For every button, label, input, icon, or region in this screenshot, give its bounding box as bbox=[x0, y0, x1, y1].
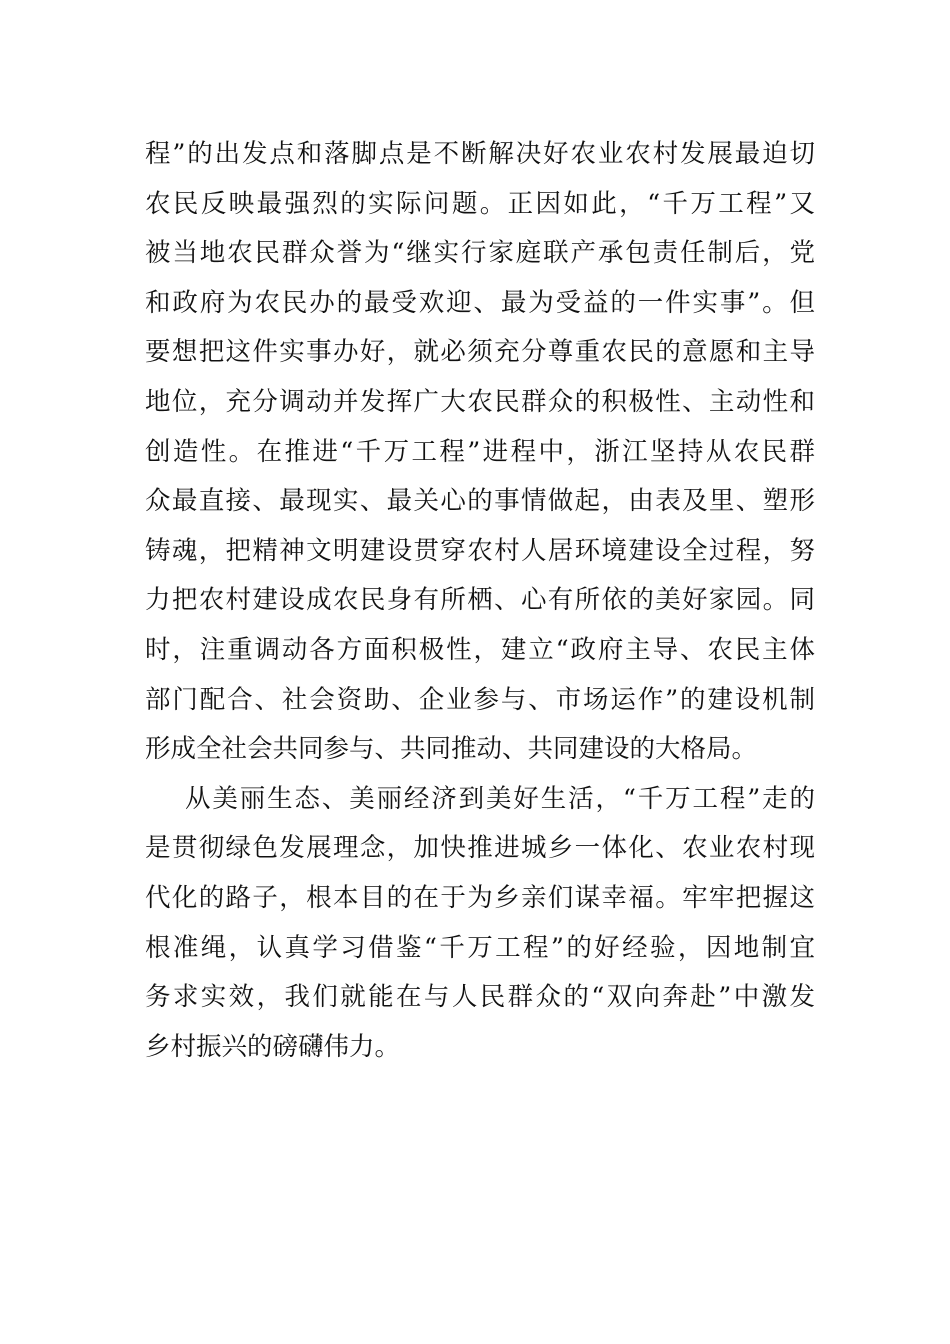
text-line: 根准绳，认真学习借鉴“千万工程”的好经验，因地制宜 bbox=[145, 932, 815, 963]
text-line: 力把农村建设成农民身有所栖、心有所依的美好家园。同 bbox=[145, 585, 815, 616]
text-line: 要想把这件实事办好，就必须充分尊重农民的意愿和主导 bbox=[145, 337, 815, 368]
text-line: 形成全社会共同参与、共同推动、共同建设的大格局。 bbox=[145, 734, 758, 765]
text-line: 部门配合、社会资助、企业参与、市场运作”的建设机制 bbox=[145, 684, 815, 715]
text-line: 乡村振兴的磅礴伟力。 bbox=[145, 1031, 401, 1062]
text-line: 代化的路子，根本目的在于为乡亲们谋幸福。牢牢把握这 bbox=[145, 882, 815, 913]
text-line: 创造性。在推进“千万工程”进程中，浙江坚持从农民群 bbox=[145, 436, 815, 467]
text-line: 农民反映最强烈的实际问题。正因如此，“千万工程”又 bbox=[145, 188, 815, 219]
text-line: 程”的出发点和落脚点是不断解决好农业农村发展最迫切 bbox=[145, 139, 815, 169]
text-line: 被当地农民群众誉为“继实行家庭联产承包责任制后，党 bbox=[145, 238, 815, 269]
text-line: 铸魂，把精神文明建设贯穿农村人居环境建设全过程，努 bbox=[145, 535, 815, 566]
text-line: 务求实效，我们就能在与人民群众的“双向奔赴”中激发 bbox=[145, 982, 815, 1013]
text-line: 时，注重调动各方面积极性，建立“政府主导、农民主体 bbox=[145, 634, 815, 665]
body-text bbox=[145, 130, 815, 1072]
text-line: 是贯彻绿色发展理念，加快推进城乡一体化、农业农村现 bbox=[145, 833, 815, 864]
text-line: 地位，充分调动并发挥广大农民群众的积极性、主动性和 bbox=[145, 386, 815, 417]
text-line: 从美丽生态、美丽经济到美好生活，“千万工程”走的 bbox=[185, 783, 815, 814]
text-line: 众最直接、最现实、最关心的事情做起，由表及里、塑形 bbox=[145, 486, 815, 517]
text-line: 和政府为农民办的最受欢迎、最为受益的一件实事”。但 bbox=[145, 287, 815, 318]
